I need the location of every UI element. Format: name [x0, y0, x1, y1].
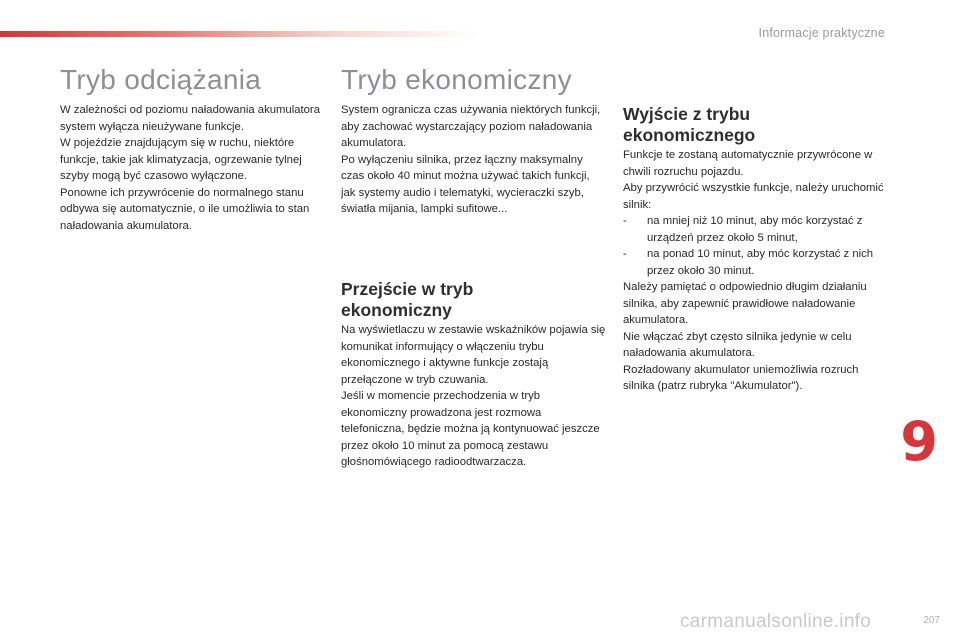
right-paragraph: Rozładowany akumulator uniemożliwia rozruch silnika (patrz rubryka "Akumulator").	[623, 363, 859, 392]
middle-intro-paragraph: System ogranicza czas używania niektórych funkcji, aby zachować wystarczający poziom naładowania akumulatora.	[341, 104, 601, 149]
middle-intro	[341, 102, 607, 218]
right-subtitle: Wyjście z trybu ekonomicznego	[623, 104, 756, 145]
header-accent-bar	[0, 31, 480, 37]
dash-bullet: -	[623, 248, 627, 260]
middle-section-paragraph: Na wyświetlaczu w zestawie wskaźników pojawia się komunikat informujący o włączeniu trybu ekonomicznego i aktywne funkcje zostają przełączone w tryb czuwania.	[341, 324, 606, 386]
middle-title: Tryb ekonomiczny	[341, 64, 572, 95]
right-body	[623, 147, 889, 395]
right-paragraph: Należy pamiętać o odpowiednio długim działaniu silnika, aby zapewnić prawidłowe naładowanie akumulatora.	[623, 281, 867, 326]
chapter-number: 9	[900, 410, 938, 473]
left-title: Tryb odciążania	[60, 64, 262, 95]
left-paragraph: W pojeździe znajdującym się w ruchu, niektóre funkcje, takie jak klimatyzacja, ogrzewanie tylnej szyby mogą być czasowo wyłączone.	[60, 137, 302, 182]
section-header: Informacje praktyczne	[758, 26, 885, 40]
list-item-text: na ponad 10 minut, aby móc korzystać z nich przez około 30 minut.	[647, 248, 874, 277]
list-item-text: na mniej niż 10 minut, aby móc korzystać z urządzeń przez około 5 minut,	[647, 215, 863, 244]
left-body	[60, 102, 322, 234]
middle-section-paragraph: Jeśli w momencie przechodzenia w tryb ekonomiczny prowadzona jest rozmowa telefoniczna, będzie można ją kontynuować jeszcze przez około 10 minut za pomocą zestawu głośnomówiącego radioodtwarzacza.	[341, 390, 600, 468]
left-paragraph: W zależności od poziomu naładowania akumulatora system wyłącza nieużywane funkcje.	[60, 104, 320, 133]
middle-subtitle: Przejście w tryb ekonomiczny	[341, 279, 474, 320]
right-paragraph: Funkcje te zostaną automatycznie przywrócone w chwili rozruchu pojazdu.	[623, 149, 873, 178]
left-paragraph: Ponowne ich przywrócenie do normalnego stanu odbywa się automatycznie, o ile umożliwia to stan naładowania akumulatora.	[60, 186, 310, 232]
middle-intro-paragraph: Po wyłączeniu silnika, przez łączny maksymalny czas około 40 minut można używać takich funkcji, jak systemy audio i telematyki, wycieraczki szyb, światła mijania, lampki sufitowe...	[341, 153, 590, 215]
list-item	[623, 213, 889, 246]
page-number: 207	[923, 615, 940, 626]
watermark: carmanualsonline.info	[680, 611, 872, 632]
right-paragraph: Nie włączać zbyt często silnika jedynie w celu naładowania akumulatora.	[623, 330, 852, 359]
middle-section	[341, 322, 607, 471]
dash-bullet: -	[623, 215, 627, 227]
right-paragraph: Aby przywrócić wszystkie funkcje, należy uruchomić silnik:	[623, 182, 884, 211]
list-item	[623, 246, 889, 279]
